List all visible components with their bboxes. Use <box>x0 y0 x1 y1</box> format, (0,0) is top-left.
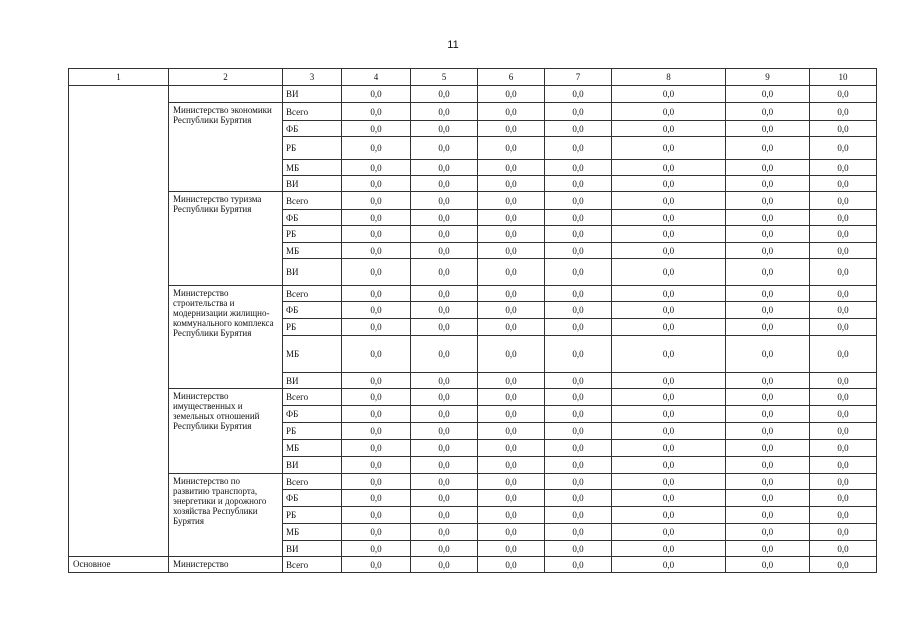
value-cell: 0,0 <box>478 226 545 243</box>
value-cell: 0,0 <box>545 121 612 137</box>
value-cell: 0,0 <box>612 336 726 373</box>
value-cell: 0,0 <box>342 406 411 423</box>
value-cell: 0,0 <box>612 541 726 557</box>
value-cell: 0,0 <box>612 423 726 440</box>
value-cell: 0,0 <box>545 507 612 524</box>
value-cell: 0,0 <box>478 406 545 423</box>
value-cell: 0,0 <box>726 286 810 302</box>
table-row <box>69 557 877 573</box>
value-cell: 0,0 <box>342 319 411 336</box>
value-cell: 0,0 <box>545 192 612 210</box>
value-cell: 0,0 <box>810 286 877 302</box>
value-cell: 0,0 <box>342 389 411 406</box>
value-cell: 0,0 <box>478 557 545 573</box>
value-cell: 0,0 <box>478 176 545 192</box>
value-cell: 0,0 <box>545 474 612 490</box>
value-cell: 0,0 <box>342 440 411 457</box>
value-cell: 0,0 <box>726 176 810 192</box>
value-cell: 0,0 <box>545 490 612 507</box>
org-cell: Министерство экономики Республики Бурятия <box>169 103 283 192</box>
source-cell: МБ <box>283 160 342 176</box>
budget-table <box>68 68 877 573</box>
value-cell: 0,0 <box>726 490 810 507</box>
source-cell: РБ <box>283 226 342 243</box>
value-cell: 0,0 <box>478 507 545 524</box>
value-cell: 0,0 <box>478 259 545 286</box>
value-cell: 0,0 <box>478 440 545 457</box>
value-cell: 0,0 <box>342 103 411 121</box>
value-cell: 0,0 <box>411 490 478 507</box>
value-cell: 0,0 <box>612 440 726 457</box>
value-cell: 0,0 <box>545 389 612 406</box>
value-cell: 0,0 <box>342 121 411 137</box>
value-cell: 0,0 <box>411 524 478 541</box>
value-cell: 0,0 <box>726 137 810 160</box>
value-cell: 0,0 <box>478 243 545 259</box>
header-cell: 10 <box>810 69 877 86</box>
value-cell: 0,0 <box>478 457 545 474</box>
value-cell: 0,0 <box>810 160 877 176</box>
value-cell: 0,0 <box>810 137 877 160</box>
value-cell: 0,0 <box>612 103 726 121</box>
value-cell: 0,0 <box>411 259 478 286</box>
value-cell: 0,0 <box>478 524 545 541</box>
source-cell: Всего <box>283 103 342 121</box>
value-cell: 0,0 <box>726 121 810 137</box>
value-cell: 0,0 <box>726 86 810 103</box>
value-cell: 0,0 <box>545 406 612 423</box>
value-cell: 0,0 <box>545 160 612 176</box>
table-row <box>69 474 877 490</box>
source-cell: ФБ <box>283 406 342 423</box>
source-cell: РБ <box>283 137 342 160</box>
value-cell: 0,0 <box>612 86 726 103</box>
value-cell: 0,0 <box>411 336 478 373</box>
value-cell: 0,0 <box>545 541 612 557</box>
value-cell: 0,0 <box>342 160 411 176</box>
source-cell: ВИ <box>283 457 342 474</box>
value-cell: 0,0 <box>726 457 810 474</box>
value-cell: 0,0 <box>545 137 612 160</box>
value-cell: 0,0 <box>411 286 478 302</box>
value-cell: 0,0 <box>612 457 726 474</box>
source-cell: ФБ <box>283 210 342 226</box>
value-cell: 0,0 <box>810 243 877 259</box>
value-cell: 0,0 <box>612 286 726 302</box>
value-cell: 0,0 <box>612 210 726 226</box>
value-cell: 0,0 <box>726 226 810 243</box>
value-cell: 0,0 <box>478 389 545 406</box>
source-cell: ФБ <box>283 121 342 137</box>
source-cell: Всего <box>283 389 342 406</box>
value-cell: 0,0 <box>342 557 411 573</box>
value-cell: 0,0 <box>612 490 726 507</box>
section-cell: Основное <box>69 557 169 573</box>
header-row <box>69 69 877 86</box>
value-cell: 0,0 <box>342 176 411 192</box>
value-cell: 0,0 <box>726 210 810 226</box>
value-cell: 0,0 <box>411 103 478 121</box>
value-cell: 0,0 <box>342 192 411 210</box>
value-cell: 0,0 <box>810 474 877 490</box>
value-cell: 0,0 <box>342 137 411 160</box>
value-cell: 0,0 <box>342 226 411 243</box>
value-cell: 0,0 <box>810 319 877 336</box>
value-cell: 0,0 <box>411 226 478 243</box>
value-cell: 0,0 <box>545 210 612 226</box>
value-cell: 0,0 <box>726 243 810 259</box>
value-cell: 0,0 <box>612 389 726 406</box>
value-cell: 0,0 <box>612 176 726 192</box>
value-cell: 0,0 <box>810 541 877 557</box>
value-cell: 0,0 <box>411 243 478 259</box>
value-cell: 0,0 <box>612 243 726 259</box>
value-cell: 0,0 <box>411 557 478 573</box>
value-cell: 0,0 <box>545 286 612 302</box>
value-cell: 0,0 <box>545 440 612 457</box>
table-row <box>69 192 877 210</box>
value-cell: 0,0 <box>726 302 810 319</box>
source-cell: РБ <box>283 319 342 336</box>
value-cell: 0,0 <box>810 259 877 286</box>
value-cell: 0,0 <box>478 103 545 121</box>
source-cell: ФБ <box>283 302 342 319</box>
value-cell: 0,0 <box>545 319 612 336</box>
value-cell: 0,0 <box>411 137 478 160</box>
source-cell: ВИ <box>283 176 342 192</box>
value-cell: 0,0 <box>726 319 810 336</box>
value-cell: 0,0 <box>612 192 726 210</box>
source-cell: МБ <box>283 440 342 457</box>
source-cell: ВИ <box>283 541 342 557</box>
value-cell: 0,0 <box>411 121 478 137</box>
value-cell: 0,0 <box>411 541 478 557</box>
value-cell: 0,0 <box>342 524 411 541</box>
value-cell: 0,0 <box>545 373 612 389</box>
table-row <box>69 389 877 406</box>
source-cell: Всего <box>283 474 342 490</box>
header-cell: 8 <box>612 69 726 86</box>
source-cell: МБ <box>283 524 342 541</box>
value-cell: 0,0 <box>478 160 545 176</box>
header-cell: 5 <box>411 69 478 86</box>
value-cell: 0,0 <box>810 373 877 389</box>
org-cell: Министерство по развитию транспорта, энергетики и дорожного хозяйства Республики Бурятия <box>169 474 283 557</box>
table-row <box>69 286 877 302</box>
header-cell: 3 <box>283 69 342 86</box>
header-cell: 9 <box>726 69 810 86</box>
value-cell: 0,0 <box>411 160 478 176</box>
value-cell: 0,0 <box>612 557 726 573</box>
value-cell: 0,0 <box>478 474 545 490</box>
value-cell: 0,0 <box>478 373 545 389</box>
value-cell: 0,0 <box>342 474 411 490</box>
value-cell: 0,0 <box>726 336 810 373</box>
value-cell: 0,0 <box>612 259 726 286</box>
value-cell: 0,0 <box>478 302 545 319</box>
value-cell: 0,0 <box>342 210 411 226</box>
value-cell: 0,0 <box>411 440 478 457</box>
value-cell: 0,0 <box>342 243 411 259</box>
value-cell: 0,0 <box>342 302 411 319</box>
value-cell: 0,0 <box>810 440 877 457</box>
value-cell: 0,0 <box>810 457 877 474</box>
value-cell: 0,0 <box>342 490 411 507</box>
value-cell: 0,0 <box>411 373 478 389</box>
value-cell: 0,0 <box>810 210 877 226</box>
header-cell: 2 <box>169 69 283 86</box>
value-cell: 0,0 <box>342 457 411 474</box>
value-cell: 0,0 <box>810 226 877 243</box>
value-cell: 0,0 <box>342 423 411 440</box>
value-cell: 0,0 <box>342 336 411 373</box>
value-cell: 0,0 <box>545 259 612 286</box>
value-cell: 0,0 <box>612 406 726 423</box>
source-cell: ВИ <box>283 259 342 286</box>
value-cell: 0,0 <box>612 160 726 176</box>
value-cell: 0,0 <box>810 121 877 137</box>
value-cell: 0,0 <box>545 524 612 541</box>
header-cell: 1 <box>69 69 169 86</box>
value-cell: 0,0 <box>411 389 478 406</box>
section-cell <box>69 86 169 557</box>
value-cell: 0,0 <box>612 302 726 319</box>
source-cell: МБ <box>283 243 342 259</box>
value-cell: 0,0 <box>478 541 545 557</box>
value-cell: 0,0 <box>726 406 810 423</box>
header-cell: 4 <box>342 69 411 86</box>
org-cell: Министерство <box>169 557 283 573</box>
value-cell: 0,0 <box>612 373 726 389</box>
value-cell: 0,0 <box>342 541 411 557</box>
value-cell: 0,0 <box>478 423 545 440</box>
value-cell: 0,0 <box>411 406 478 423</box>
value-cell: 0,0 <box>726 507 810 524</box>
value-cell: 0,0 <box>810 490 877 507</box>
value-cell: 0,0 <box>612 121 726 137</box>
source-cell: Всего <box>283 286 342 302</box>
value-cell: 0,0 <box>726 373 810 389</box>
page-number: 11 <box>447 39 459 51</box>
value-cell: 0,0 <box>810 557 877 573</box>
value-cell: 0,0 <box>478 210 545 226</box>
value-cell: 0,0 <box>810 336 877 373</box>
value-cell: 0,0 <box>726 541 810 557</box>
source-cell: РБ <box>283 423 342 440</box>
org-cell <box>169 86 283 103</box>
value-cell: 0,0 <box>726 474 810 490</box>
value-cell: 0,0 <box>411 457 478 474</box>
value-cell: 0,0 <box>810 192 877 210</box>
value-cell: 0,0 <box>411 474 478 490</box>
value-cell: 0,0 <box>726 192 810 210</box>
value-cell: 0,0 <box>726 389 810 406</box>
value-cell: 0,0 <box>411 192 478 210</box>
value-cell: 0,0 <box>411 210 478 226</box>
value-cell: 0,0 <box>411 176 478 192</box>
source-cell: ФБ <box>283 490 342 507</box>
value-cell: 0,0 <box>545 103 612 121</box>
value-cell: 0,0 <box>478 490 545 507</box>
value-cell: 0,0 <box>810 302 877 319</box>
value-cell: 0,0 <box>342 259 411 286</box>
value-cell: 0,0 <box>478 121 545 137</box>
value-cell: 0,0 <box>545 86 612 103</box>
value-cell: 0,0 <box>612 507 726 524</box>
value-cell: 0,0 <box>342 86 411 103</box>
value-cell: 0,0 <box>478 137 545 160</box>
value-cell: 0,0 <box>612 474 726 490</box>
value-cell: 0,0 <box>726 103 810 121</box>
value-cell: 0,0 <box>612 137 726 160</box>
value-cell: 0,0 <box>810 507 877 524</box>
value-cell: 0,0 <box>342 373 411 389</box>
value-cell: 0,0 <box>726 259 810 286</box>
value-cell: 0,0 <box>545 302 612 319</box>
value-cell: 0,0 <box>545 457 612 474</box>
table-row <box>69 86 877 103</box>
org-cell: Министерство туризма Республики Бурятия <box>169 192 283 286</box>
value-cell: 0,0 <box>612 319 726 336</box>
source-cell: Всего <box>283 557 342 573</box>
value-cell: 0,0 <box>810 406 877 423</box>
value-cell: 0,0 <box>342 507 411 524</box>
value-cell: 0,0 <box>810 423 877 440</box>
source-cell: РБ <box>283 507 342 524</box>
source-cell: МБ <box>283 336 342 373</box>
value-cell: 0,0 <box>478 286 545 302</box>
value-cell: 0,0 <box>726 160 810 176</box>
table-row <box>69 103 877 121</box>
value-cell: 0,0 <box>411 507 478 524</box>
value-cell: 0,0 <box>545 176 612 192</box>
value-cell: 0,0 <box>478 192 545 210</box>
value-cell: 0,0 <box>810 176 877 192</box>
value-cell: 0,0 <box>810 103 877 121</box>
value-cell: 0,0 <box>810 389 877 406</box>
org-cell: Министерство строительства и модернизации жилищно-коммунального комплекса Республики Бурятия <box>169 286 283 389</box>
source-cell: Всего <box>283 192 342 210</box>
value-cell: 0,0 <box>726 423 810 440</box>
value-cell: 0,0 <box>810 524 877 541</box>
value-cell: 0,0 <box>478 86 545 103</box>
value-cell: 0,0 <box>545 557 612 573</box>
value-cell: 0,0 <box>545 336 612 373</box>
value-cell: 0,0 <box>411 302 478 319</box>
source-cell: ВИ <box>283 373 342 389</box>
source-cell: ВИ <box>283 86 342 103</box>
value-cell: 0,0 <box>726 524 810 541</box>
value-cell: 0,0 <box>478 336 545 373</box>
org-cell: Министерство имущественных и земельных отношений Республики Бурятия <box>169 389 283 474</box>
value-cell: 0,0 <box>411 319 478 336</box>
value-cell: 0,0 <box>411 423 478 440</box>
header-cell: 7 <box>545 69 612 86</box>
value-cell: 0,0 <box>478 319 545 336</box>
value-cell: 0,0 <box>411 86 478 103</box>
value-cell: 0,0 <box>726 440 810 457</box>
value-cell: 0,0 <box>545 243 612 259</box>
value-cell: 0,0 <box>545 423 612 440</box>
value-cell: 0,0 <box>342 286 411 302</box>
value-cell: 0,0 <box>726 557 810 573</box>
header-cell: 6 <box>478 69 545 86</box>
value-cell: 0,0 <box>545 226 612 243</box>
value-cell: 0,0 <box>810 86 877 103</box>
value-cell: 0,0 <box>612 226 726 243</box>
value-cell: 0,0 <box>612 524 726 541</box>
